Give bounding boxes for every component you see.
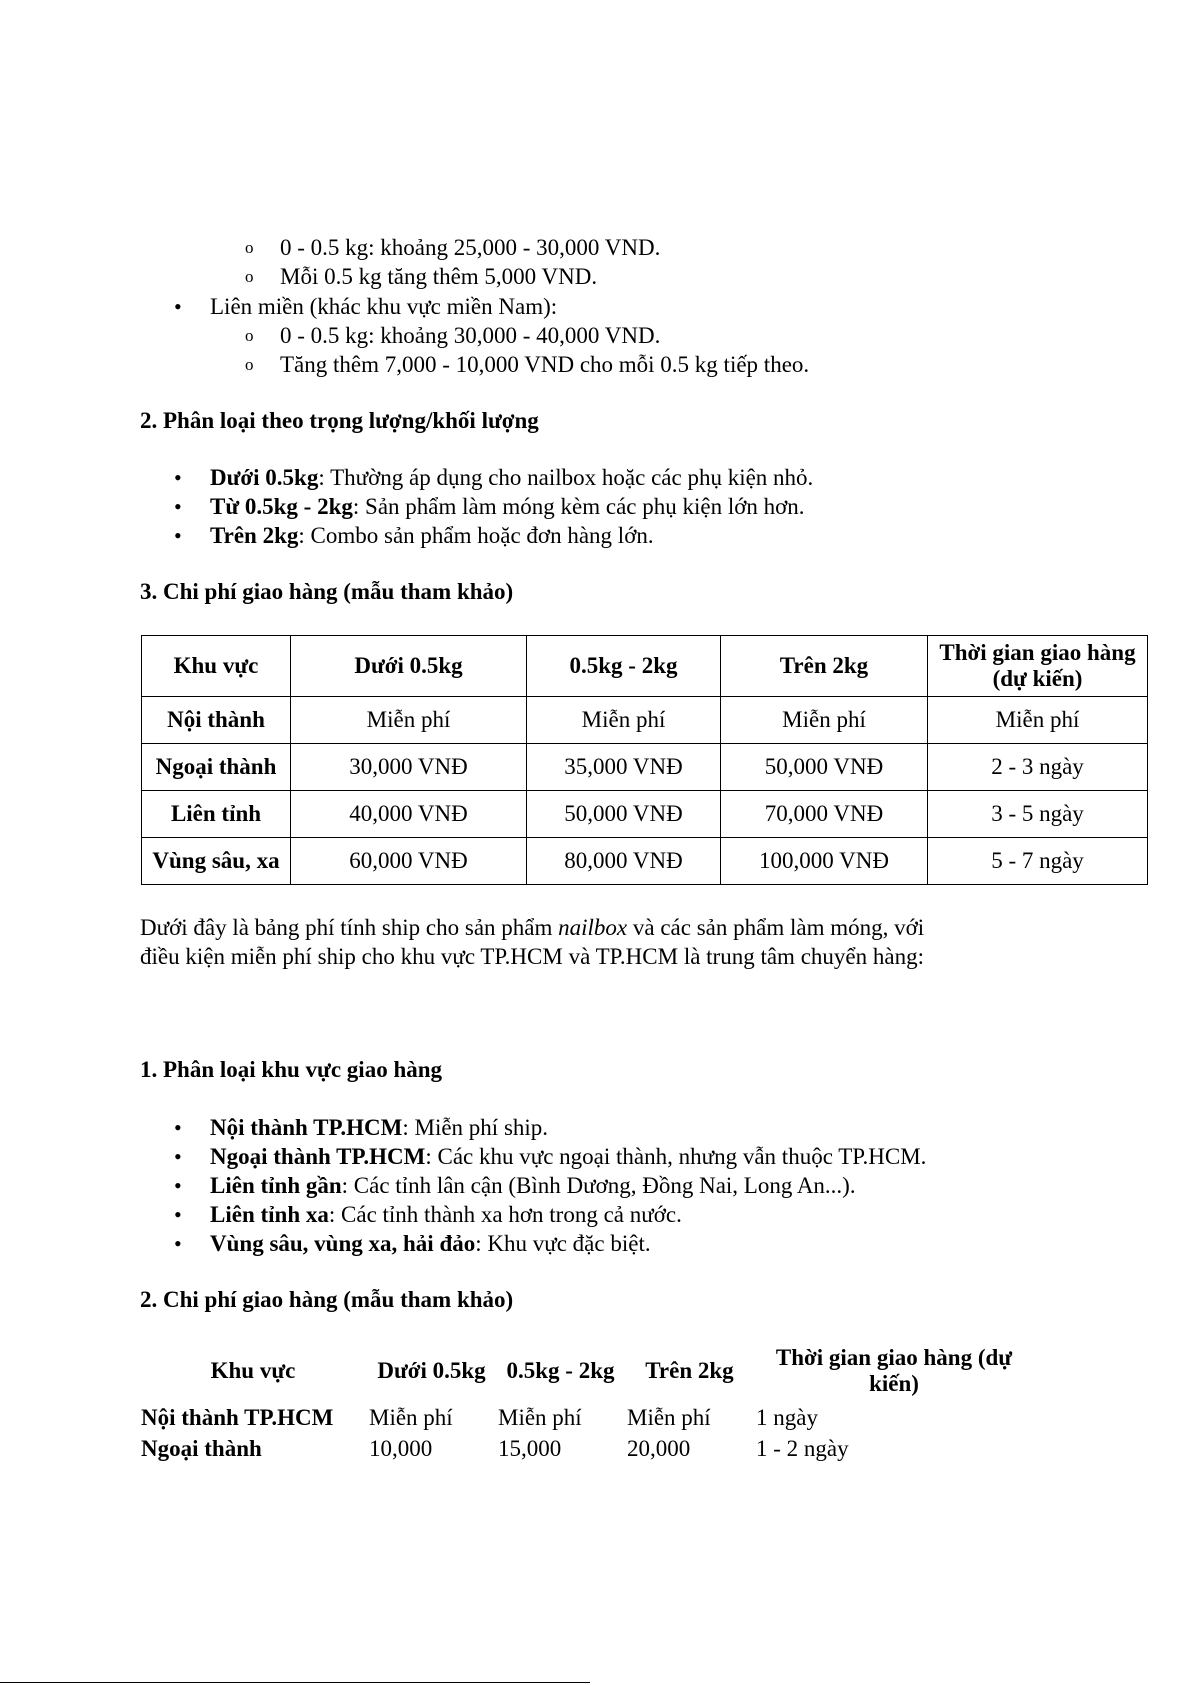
shipping-cost-table-plain (139, 1340, 1034, 1464)
table-header-cell: Khu vực (210, 1358, 296, 1383)
table-header-cell: Trên 2kg (721, 636, 928, 697)
table-cell: Nội thành TP.HCM (141, 1404, 334, 1430)
circle-bullet-icon: o (245, 326, 254, 345)
list-subitem: 0 - 0.5 kg: khoảng 30,000 - 40,000 VND. (280, 323, 661, 348)
table-cell: Ngoại thành (142, 744, 291, 791)
table-cell: 3 - 5 ngày (928, 791, 1148, 838)
list-item: Ngoại thành TP.HCM: Các khu vực ngoại thành, nhưng vẫn thuộc TP.HCM. (210, 1144, 927, 1169)
table-cell: 2 - 3 ngày (928, 744, 1148, 791)
table-header-cell: Thời gian giao hàng (dự kiến) (775, 1345, 1013, 1396)
table-row (142, 744, 1148, 791)
list-item: Liên miền (khác khu vực miền Nam): (210, 294, 558, 319)
table-cell: 5 - 7 ngày (928, 838, 1148, 885)
table-row (142, 791, 1148, 838)
table-header-cell: Dưới 0.5kg (377, 1358, 486, 1383)
table-header-row (142, 636, 1148, 697)
list-subitem: 0 - 0.5 kg: khoảng 25,000 - 30,000 VND. (280, 235, 661, 260)
table-row (142, 838, 1148, 885)
list-item: Dưới 0.5kg: Thường áp dụng cho nailbox hoặc các phụ kiện nhỏ. (210, 465, 814, 490)
intro-paragraph-line: điều kiện miễn phí ship cho khu vực TP.HCM và TP.HCM là trung tâm chuyển hàng: (140, 944, 924, 969)
table-header-cell: Thời gian giao hàng (dự kiến) (928, 636, 1148, 697)
list-subitem: Mỗi 0.5 kg tăng thêm 5,000 VND. (280, 264, 598, 289)
disc-bullet-icon: • (174, 465, 182, 490)
list-item: Nội thành TP.HCM: Miễn phí ship. (210, 1115, 549, 1140)
table-cell: Nội thành (142, 697, 291, 744)
table-cell: 10,000 (369, 1435, 433, 1461)
table-cell: Miễn phí (527, 697, 721, 744)
disc-bullet-icon: • (174, 494, 182, 519)
table-cell: 80,000 VNĐ (527, 838, 721, 885)
table-cell: Liên tỉnh (142, 791, 291, 838)
table-cell: 30,000 VNĐ (291, 744, 527, 791)
list-item: Liên tỉnh xa: Các tỉnh thành xa hơn trong cả nước. (210, 1202, 682, 1227)
table-cell: 60,000 VNĐ (291, 838, 527, 885)
intro-paragraph-line: Dưới đây là bảng phí tính ship cho sản phẩm nailbox và các sản phẩm làm móng, với (140, 915, 925, 940)
table-cell: 100,000 VNĐ (721, 838, 928, 885)
table-header-cell: 0.5kg - 2kg (527, 636, 721, 697)
table-row (142, 697, 1148, 744)
table-cell: 1 - 2 ngày (756, 1435, 849, 1461)
table-header-cell: Trên 2kg (645, 1358, 734, 1383)
footer-divider (0, 1682, 590, 1683)
table-cell: 50,000 VNĐ (721, 744, 928, 791)
disc-bullet-icon: • (174, 1115, 182, 1140)
table-cell: Miễn phí (369, 1404, 453, 1430)
disc-bullet-icon: • (174, 1231, 182, 1256)
circle-bullet-icon: o (245, 267, 254, 286)
table-cell: 1 ngày (756, 1404, 818, 1430)
table-row (139, 1433, 1034, 1464)
table-cell: 40,000 VNĐ (291, 791, 527, 838)
table-cell: Miễn phí (928, 697, 1148, 744)
table-header-cell: Khu vực (142, 636, 291, 697)
list-item: Trên 2kg: Combo sản phẩm hoặc đơn hàng lớn. (210, 523, 654, 548)
circle-bullet-icon: o (245, 238, 254, 257)
table-header-cell: Dưới 0.5kg (291, 636, 527, 697)
disc-bullet-icon: • (174, 1202, 182, 1227)
table-cell: 50,000 VNĐ (527, 791, 721, 838)
disc-bullet-icon: • (174, 1173, 182, 1198)
disc-bullet-icon: • (174, 1144, 182, 1169)
section-heading: 2. Phân loại theo trọng lượng/khối lượng (140, 408, 539, 433)
section-heading: 3. Chi phí giao hàng (mẫu tham khảo) (140, 579, 514, 604)
table-row (139, 1402, 1034, 1433)
table-cell: 20,000 (627, 1435, 691, 1461)
table-cell: Vùng sâu, xa (142, 838, 291, 885)
table-cell: Ngoại thành (141, 1435, 262, 1461)
list-item: Từ 0.5kg - 2kg: Sản phẩm làm móng kèm các phụ kiện lớn hơn. (210, 494, 805, 519)
list-item: Liên tỉnh gần: Các tỉnh lân cận (Bình Dương, Đồng Nai, Long An...). (210, 1173, 856, 1198)
table-cell: Miễn phí (721, 697, 928, 744)
disc-bullet-icon: • (174, 523, 182, 548)
table-cell: 35,000 VNĐ (527, 744, 721, 791)
section-heading: 2. Chi phí giao hàng (mẫu tham khảo) (140, 1287, 514, 1312)
shipping-cost-table (141, 635, 1148, 885)
table-header-cell: 0.5kg - 2kg (506, 1358, 615, 1383)
table-cell: Miễn phí (291, 697, 527, 744)
circle-bullet-icon: o (245, 355, 254, 374)
table-header-row (139, 1340, 1034, 1402)
disc-bullet-icon: • (174, 294, 182, 319)
table-cell: Miễn phí (498, 1404, 582, 1430)
table-cell: 70,000 VNĐ (721, 791, 928, 838)
table-cell: 15,000 (498, 1435, 562, 1461)
list-subitem: Tăng thêm 7,000 - 10,000 VND cho mỗi 0.5 kg tiếp theo. (280, 352, 810, 377)
table-cell: Miễn phí (627, 1404, 711, 1430)
section-heading: 1. Phân loại khu vực giao hàng (140, 1057, 443, 1082)
list-item: Vùng sâu, vùng xa, hải đảo: Khu vực đặc biệt. (210, 1231, 651, 1256)
